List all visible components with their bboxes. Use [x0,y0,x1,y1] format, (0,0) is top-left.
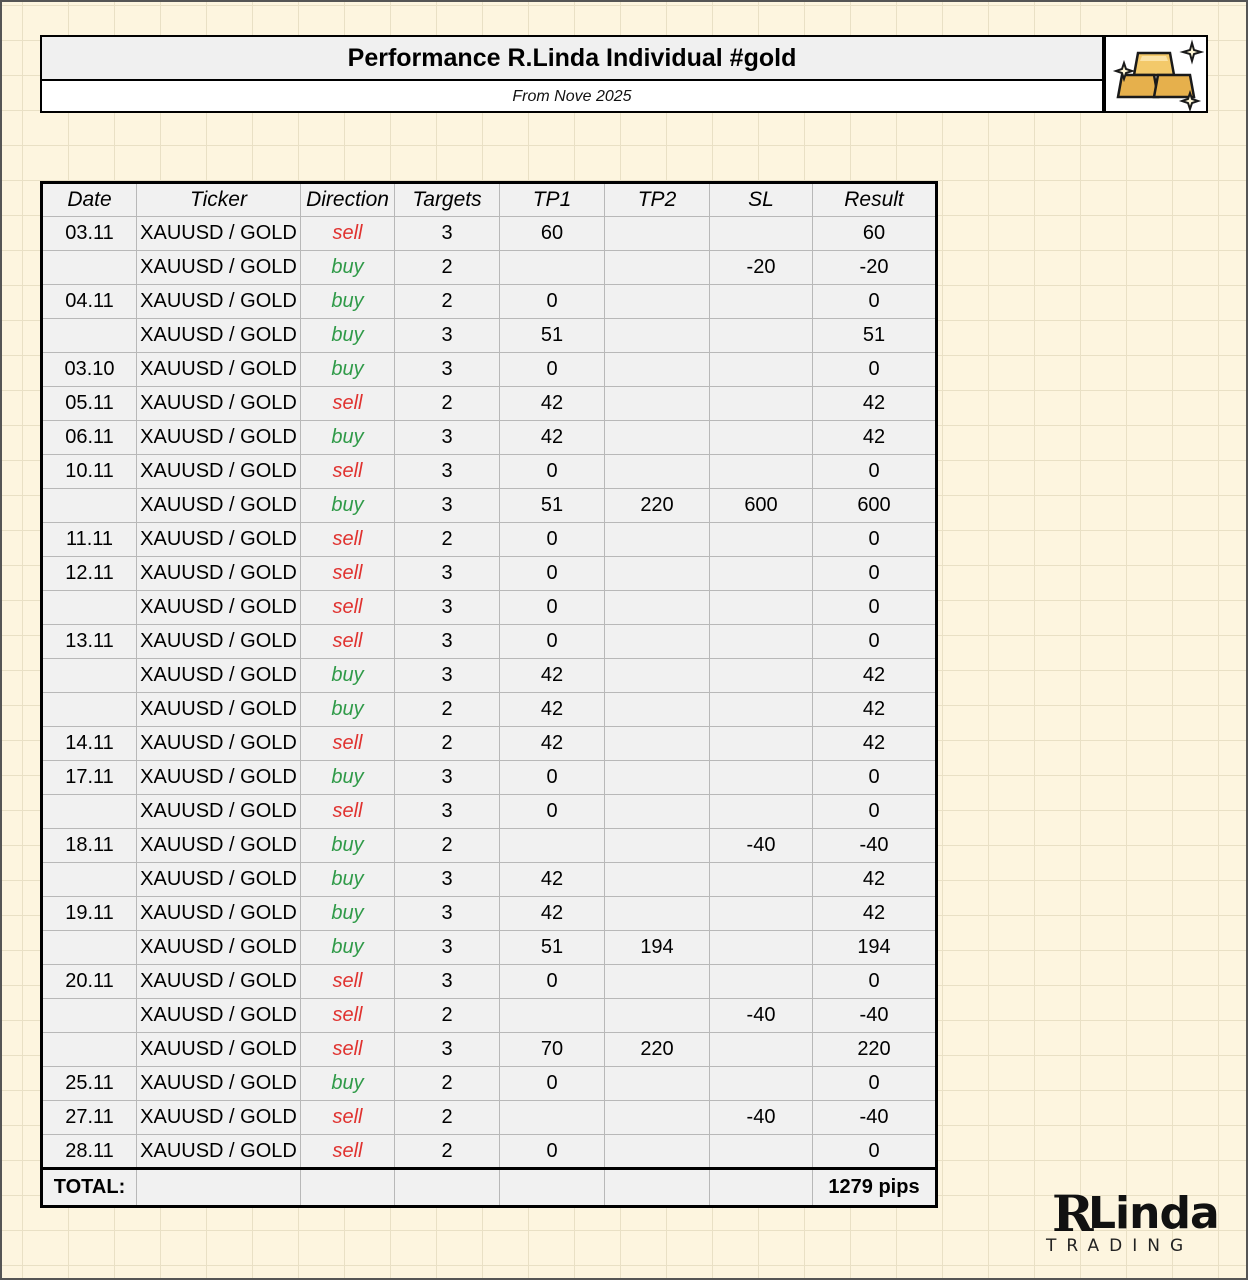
tp1-cell: 42 [500,897,605,931]
column-header: Date [42,183,137,217]
column-header: TP2 [605,183,710,217]
result-cell: -40 [813,999,937,1033]
tp2-cell [605,353,710,387]
date-cell: 18.11 [42,829,137,863]
direction-cell: sell [301,1033,395,1067]
sl-cell [710,659,813,693]
targets-cell: 3 [395,217,500,251]
sl-cell [710,625,813,659]
sl-cell [710,523,813,557]
column-header: Targets [395,183,500,217]
result-cell: 42 [813,387,937,421]
direction-cell: sell [301,1101,395,1135]
tp2-cell [605,965,710,999]
date-cell: 14.11 [42,727,137,761]
table-row [42,829,937,863]
tp2-cell [605,659,710,693]
tp1-cell: 60 [500,217,605,251]
ticker-cell: XAUUSD / GOLD [137,1067,301,1101]
sl-cell [710,795,813,829]
table-row [42,251,937,285]
sl-cell [710,693,813,727]
ticker-cell: XAUUSD / GOLD [137,897,301,931]
tp2-cell [605,319,710,353]
tp1-cell: 0 [500,353,605,387]
targets-cell: 3 [395,353,500,387]
tp2-cell [605,217,710,251]
table-row [42,727,937,761]
tp1-cell: 0 [500,523,605,557]
column-header: Direction [301,183,395,217]
result-cell: 194 [813,931,937,965]
table-row [42,863,937,897]
ticker-cell: XAUUSD / GOLD [137,353,301,387]
page-title: Performance R.Linda Individual #gold [42,37,1102,81]
targets-cell: 3 [395,931,500,965]
sl-cell [710,897,813,931]
result-cell: 42 [813,727,937,761]
targets-cell: 3 [395,625,500,659]
ticker-cell: XAUUSD / GOLD [137,387,301,421]
result-cell: 600 [813,489,937,523]
tp1-cell: 42 [500,659,605,693]
gold-bars-icon [1112,39,1204,111]
targets-cell: 3 [395,659,500,693]
direction-cell: sell [301,625,395,659]
date-cell: 04.11 [42,285,137,319]
ticker-cell: XAUUSD / GOLD [137,1033,301,1067]
tp2-cell [605,1067,710,1101]
ticker-cell: XAUUSD / GOLD [137,795,301,829]
table-row [42,965,937,999]
date-cell: 11.11 [42,523,137,557]
direction-cell: buy [301,421,395,455]
tp2-cell: 220 [605,489,710,523]
date-cell: 06.11 [42,421,137,455]
tp1-cell [500,999,605,1033]
sl-cell [710,1033,813,1067]
result-cell: 220 [813,1033,937,1067]
tp1-cell: 70 [500,1033,605,1067]
table-row [42,285,937,319]
result-cell: 42 [813,863,937,897]
date-cell [42,931,137,965]
result-cell: -40 [813,1101,937,1135]
tp2-cell [605,999,710,1033]
date-cell [42,795,137,829]
direction-cell: buy [301,489,395,523]
column-header: TP1 [500,183,605,217]
targets-cell: 2 [395,693,500,727]
direction-cell: sell [301,999,395,1033]
tp1-cell: 42 [500,693,605,727]
result-cell: 42 [813,421,937,455]
table-row [42,421,937,455]
table-row [42,1067,937,1101]
table-row [42,1033,937,1067]
direction-cell: sell [301,795,395,829]
targets-cell: 3 [395,421,500,455]
date-cell: 25.11 [42,1067,137,1101]
date-cell [42,659,137,693]
result-cell: 0 [813,557,937,591]
tp2-cell [605,795,710,829]
tp2-cell [605,727,710,761]
column-header: Result [813,183,937,217]
sl-cell [710,761,813,795]
targets-cell: 3 [395,557,500,591]
direction-cell: sell [301,557,395,591]
tp2-cell [605,897,710,931]
result-cell: 0 [813,353,937,387]
sl-cell [710,931,813,965]
table-row [42,693,937,727]
direction-cell: sell [301,387,395,421]
tp1-cell: 42 [500,387,605,421]
ticker-cell: XAUUSD / GOLD [137,285,301,319]
ticker-cell: XAUUSD / GOLD [137,659,301,693]
sl-cell [710,387,813,421]
direction-cell: buy [301,319,395,353]
tp2-cell [605,421,710,455]
performance-table [40,181,938,1208]
tp1-cell: 0 [500,795,605,829]
total-empty-cell [500,1169,605,1207]
tp1-cell [500,251,605,285]
result-cell: 0 [813,965,937,999]
tp1-cell: 51 [500,319,605,353]
tp1-cell: 42 [500,863,605,897]
gold-logo-box [1104,35,1208,113]
date-cell [42,863,137,897]
tp2-cell [605,591,710,625]
sl-cell [710,863,813,897]
date-cell: 03.10 [42,353,137,387]
result-cell: 42 [813,659,937,693]
total-empty-cell [395,1169,500,1207]
result-cell: 0 [813,285,937,319]
date-cell: 05.11 [42,387,137,421]
date-cell: 17.11 [42,761,137,795]
result-cell: 0 [813,1135,937,1169]
table-header-row [42,183,937,217]
page-subtitle: From Nove 2025 [512,88,632,105]
result-cell: 42 [813,693,937,727]
total-row [42,1169,937,1207]
date-cell [42,251,137,285]
date-cell [42,319,137,353]
tp2-cell [605,455,710,489]
tp1-cell: 0 [500,1135,605,1169]
direction-cell: buy [301,1067,395,1101]
result-cell: 42 [813,897,937,931]
direction-cell: buy [301,761,395,795]
targets-cell: 3 [395,1033,500,1067]
direction-cell: buy [301,251,395,285]
tp1-cell: 0 [500,591,605,625]
table-row [42,897,937,931]
result-cell: 0 [813,523,937,557]
total-empty-cell [710,1169,813,1207]
tp2-cell: 194 [605,931,710,965]
direction-cell: sell [301,965,395,999]
tp1-cell [500,829,605,863]
column-header: Ticker [137,183,301,217]
table-row [42,625,937,659]
result-cell: 0 [813,795,937,829]
targets-cell: 2 [395,829,500,863]
targets-cell: 3 [395,455,500,489]
targets-cell: 2 [395,727,500,761]
date-cell: 12.11 [42,557,137,591]
sl-cell [710,319,813,353]
date-cell: 03.11 [42,217,137,251]
targets-cell: 2 [395,1101,500,1135]
date-cell [42,693,137,727]
direction-cell: sell [301,523,395,557]
targets-cell: 2 [395,523,500,557]
direction-cell: sell [301,591,395,625]
tp1-cell: 42 [500,421,605,455]
targets-cell: 2 [395,1135,500,1169]
sl-cell [710,727,813,761]
sl-cell [710,285,813,319]
ticker-cell: XAUUSD / GOLD [137,693,301,727]
table-row [42,591,937,625]
column-header: SL [710,183,813,217]
date-cell: 28.11 [42,1135,137,1169]
ticker-cell: XAUUSD / GOLD [137,557,301,591]
direction-cell: buy [301,829,395,863]
table-row [42,1135,937,1169]
ticker-cell: XAUUSD / GOLD [137,829,301,863]
sl-cell [710,217,813,251]
total-empty-cell [605,1169,710,1207]
tp1-cell: 0 [500,557,605,591]
brand-tagline: TRADING [1046,1236,1194,1256]
tp2-cell [605,285,710,319]
targets-cell: 3 [395,591,500,625]
report-header [40,35,1104,113]
ticker-cell: XAUUSD / GOLD [137,931,301,965]
ticker-cell: XAUUSD / GOLD [137,217,301,251]
date-cell: 27.11 [42,1101,137,1135]
tp2-cell [605,829,710,863]
tp1-cell: 42 [500,727,605,761]
ticker-cell: XAUUSD / GOLD [137,1135,301,1169]
table-row [42,217,937,251]
tp2-cell [605,557,710,591]
tp2-cell [605,693,710,727]
tp2-cell [605,387,710,421]
date-cell: 20.11 [42,965,137,999]
targets-cell: 2 [395,251,500,285]
ticker-cell: XAUUSD / GOLD [137,863,301,897]
targets-cell: 3 [395,761,500,795]
direction-cell: sell [301,727,395,761]
targets-cell: 2 [395,1067,500,1101]
direction-cell: buy [301,897,395,931]
date-cell: 10.11 [42,455,137,489]
result-cell: 51 [813,319,937,353]
table-row [42,489,937,523]
table-row [42,795,937,829]
sl-cell [710,455,813,489]
table-row [42,523,937,557]
ticker-cell: XAUUSD / GOLD [137,625,301,659]
tp1-cell: 0 [500,1067,605,1101]
table-row [42,353,937,387]
result-cell: 0 [813,591,937,625]
targets-cell: 3 [395,795,500,829]
sl-cell: -20 [710,251,813,285]
tp1-cell [500,1101,605,1135]
tp2-cell [605,251,710,285]
sl-cell [710,421,813,455]
sl-cell [710,557,813,591]
tp2-cell: 220 [605,1033,710,1067]
ticker-cell: XAUUSD / GOLD [137,965,301,999]
result-cell: 0 [813,1067,937,1101]
result-cell: 0 [813,761,937,795]
brand-name: Linda [1088,1188,1219,1239]
sl-cell [710,353,813,387]
tp1-cell: 0 [500,455,605,489]
sl-cell: -40 [710,829,813,863]
direction-cell: buy [301,863,395,897]
total-label: TOTAL: [42,1169,137,1207]
direction-cell: buy [301,931,395,965]
sl-cell [710,1067,813,1101]
result-cell: -40 [813,829,937,863]
tp2-cell [605,625,710,659]
sl-cell [710,591,813,625]
ticker-cell: XAUUSD / GOLD [137,489,301,523]
brand-logo [1046,1186,1226,1258]
result-cell: 60 [813,217,937,251]
tp1-cell: 0 [500,625,605,659]
date-cell: 19.11 [42,897,137,931]
result-cell: -20 [813,251,937,285]
ticker-cell: XAUUSD / GOLD [137,319,301,353]
table-row [42,931,937,965]
ticker-cell: XAUUSD / GOLD [137,761,301,795]
date-cell [42,591,137,625]
table-row [42,761,937,795]
tp1-cell: 51 [500,931,605,965]
result-cell: 0 [813,455,937,489]
direction-cell: buy [301,285,395,319]
table-row [42,557,937,591]
targets-cell: 2 [395,999,500,1033]
ticker-cell: XAUUSD / GOLD [137,523,301,557]
date-cell [42,999,137,1033]
tp1-cell: 0 [500,965,605,999]
ticker-cell: XAUUSD / GOLD [137,727,301,761]
sl-cell: -40 [710,1101,813,1135]
result-cell: 0 [813,625,937,659]
tp2-cell [605,523,710,557]
direction-cell: sell [301,1135,395,1169]
total-empty-cell [137,1169,301,1207]
sl-cell [710,1135,813,1169]
targets-cell: 2 [395,285,500,319]
table-row [42,1101,937,1135]
sl-cell [710,965,813,999]
table-row [42,387,937,421]
ticker-cell: XAUUSD / GOLD [137,421,301,455]
table-row [42,319,937,353]
ticker-cell: XAUUSD / GOLD [137,999,301,1033]
brand-initial: R [1052,1184,1094,1243]
targets-cell: 2 [395,387,500,421]
tp2-cell [605,1135,710,1169]
total-empty-cell [301,1169,395,1207]
table-row [42,659,937,693]
direction-cell: buy [301,353,395,387]
direction-cell: sell [301,217,395,251]
sl-cell: -40 [710,999,813,1033]
date-cell: 13.11 [42,625,137,659]
direction-cell: sell [301,455,395,489]
tp2-cell [605,1101,710,1135]
targets-cell: 3 [395,319,500,353]
ticker-cell: XAUUSD / GOLD [137,251,301,285]
targets-cell: 3 [395,897,500,931]
date-cell [42,489,137,523]
tp1-cell: 0 [500,761,605,795]
table-row [42,999,937,1033]
table-row [42,455,937,489]
tp2-cell [605,761,710,795]
targets-cell: 3 [395,489,500,523]
tp1-cell: 0 [500,285,605,319]
total-value: 1279 pips [813,1169,937,1207]
ticker-cell: XAUUSD / GOLD [137,1101,301,1135]
sl-cell: 600 [710,489,813,523]
direction-cell: buy [301,659,395,693]
date-cell [42,1033,137,1067]
tp1-cell: 51 [500,489,605,523]
targets-cell: 3 [395,863,500,897]
tp2-cell [605,863,710,897]
ticker-cell: XAUUSD / GOLD [137,591,301,625]
direction-cell: buy [301,693,395,727]
ticker-cell: XAUUSD / GOLD [137,455,301,489]
targets-cell: 3 [395,965,500,999]
